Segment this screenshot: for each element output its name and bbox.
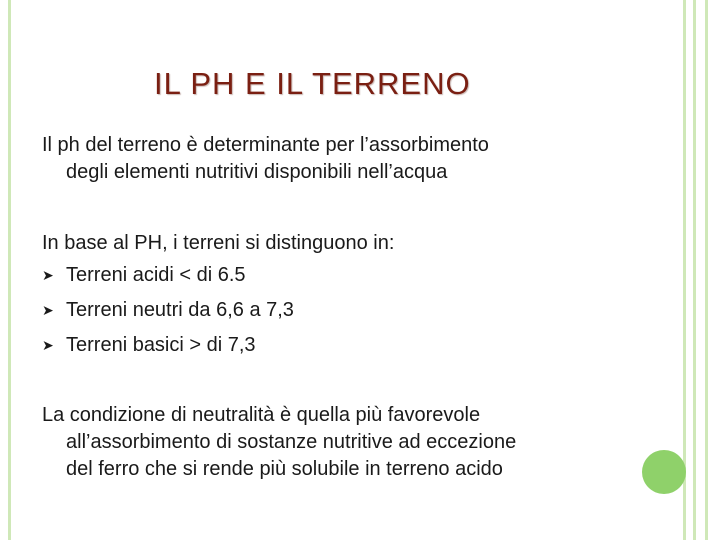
terrain-type-list — [42, 258, 294, 363]
list-item-text: Terreni neutri da 6,6 a 7,3 — [66, 299, 294, 321]
green-circle-decoration — [642, 450, 686, 494]
right-border-line — [693, 0, 696, 540]
arrowhead-bullet-icon: ➤ — [42, 267, 54, 283]
paragraph-classification-intro: In base al PH, i terreni si distinguono in: — [42, 232, 395, 254]
left-border-line — [8, 0, 11, 540]
arrowhead-bullet-icon: ➤ — [42, 302, 54, 318]
paragraph-line: La condizione di neutralità è quella più favorevole — [42, 404, 481, 426]
arrowhead-bullet-icon: ➤ — [42, 337, 54, 353]
list-item-text: Terreni acidi < di 6.5 — [66, 264, 246, 286]
paragraph-neutrality — [42, 402, 642, 483]
right-border-line — [683, 0, 686, 540]
paragraph-line: Il ph del terreno è determinante per l’assorbimento — [42, 134, 489, 156]
list-item — [42, 258, 294, 293]
paragraph-line: del ferro che si rende più solubile in terreno acido — [66, 458, 503, 480]
slide-title: IL PH E IL TERRENO — [154, 66, 471, 101]
paragraph-line: degli elementi nutritivi disponibili nell’acqua — [66, 161, 448, 183]
list-item — [42, 293, 294, 328]
paragraph-ph-intro — [42, 132, 642, 186]
right-border-line — [705, 0, 708, 540]
list-item — [42, 328, 294, 363]
paragraph-line: all’assorbimento di sostanze nutritive ad eccezione — [66, 431, 517, 453]
list-item-text: Terreni basici > di 7,3 — [66, 334, 256, 356]
